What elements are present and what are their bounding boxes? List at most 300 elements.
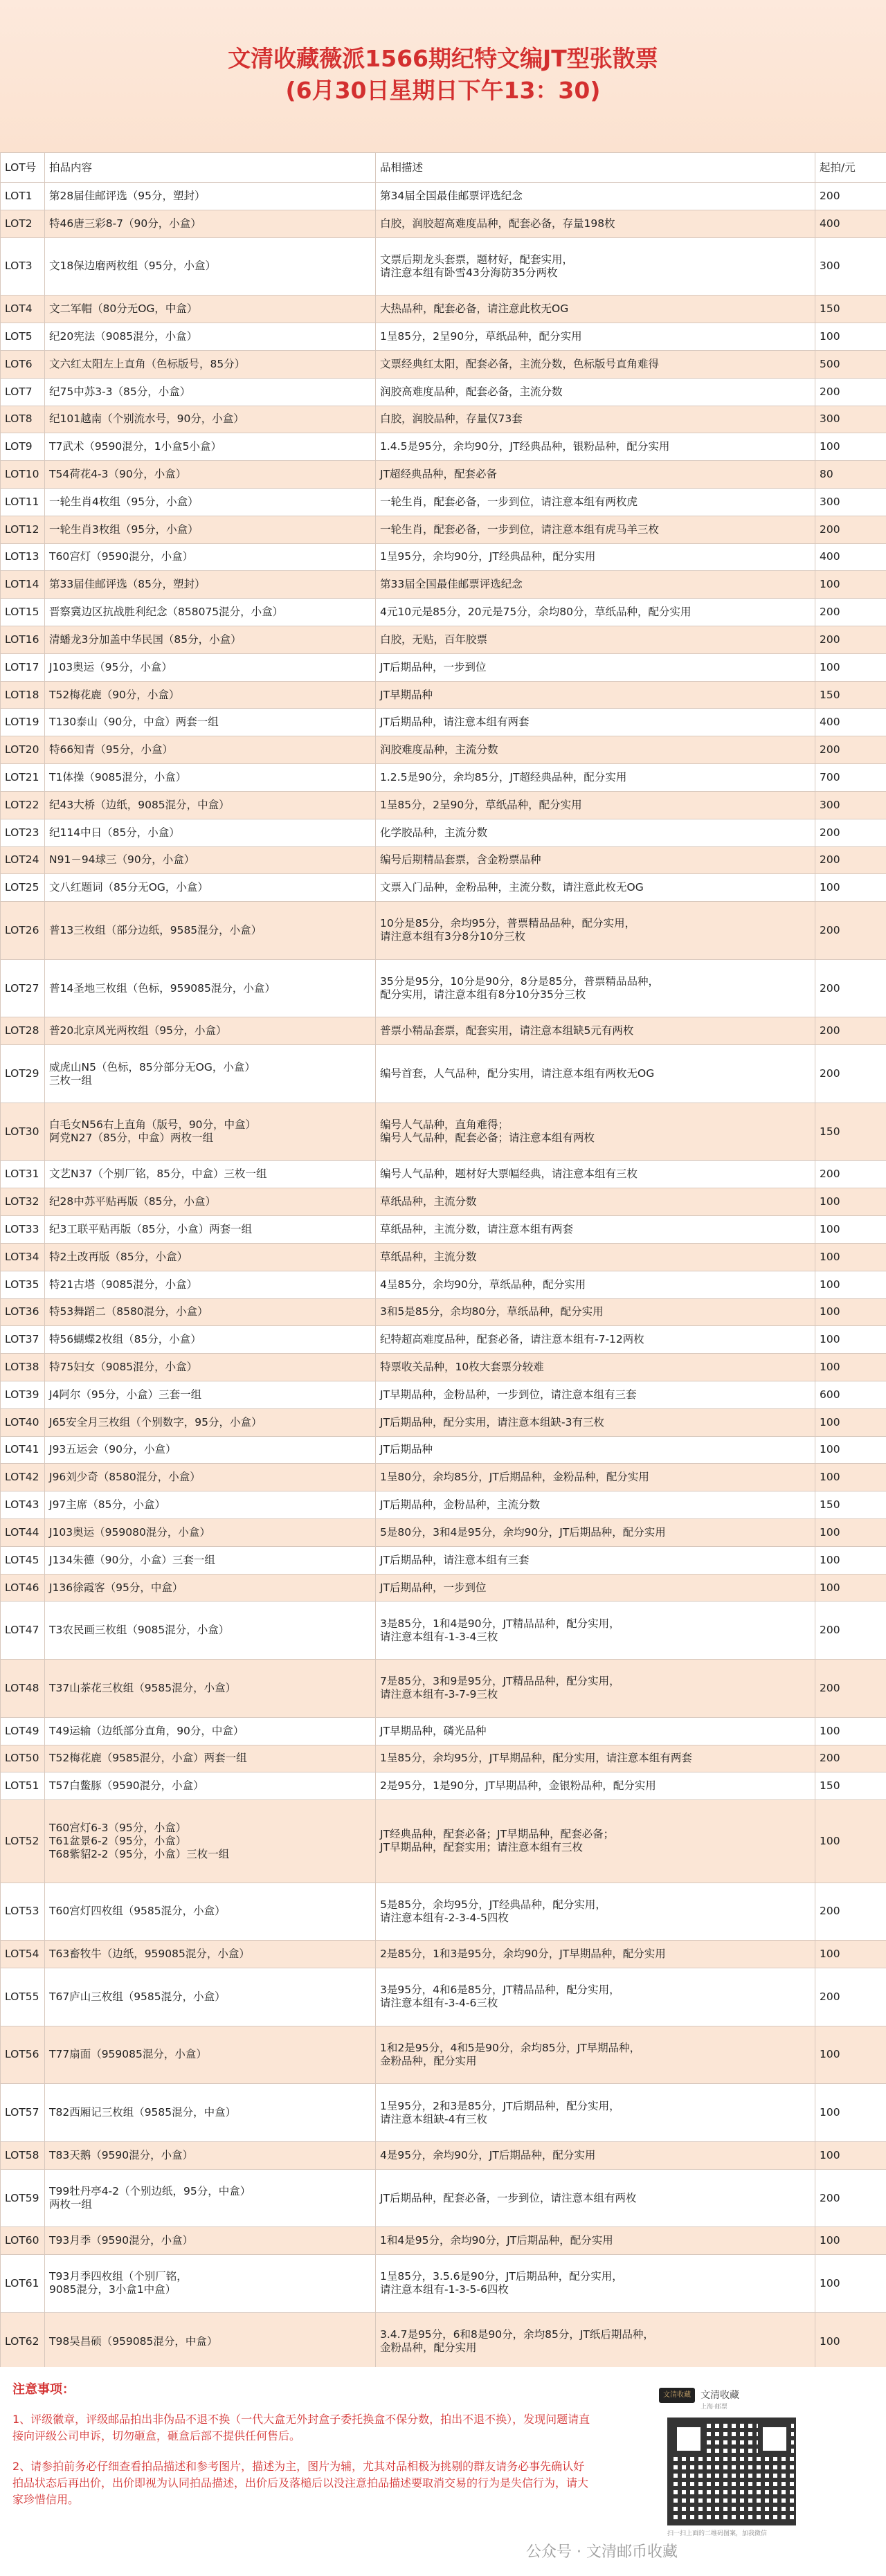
lot-description-line: 润胶难度品种，主流分数 [380, 743, 498, 756]
lot-description-line: 3是85分，1和4是90分，JT精品品种，配分实用， [380, 1617, 620, 1630]
table-row [1, 2227, 886, 2255]
lot-description [376, 1745, 815, 1772]
lot-content [45, 736, 376, 764]
lot-description [376, 543, 815, 571]
lot-content-line: 文18保边磨两枚组（95分，小盒） [49, 260, 216, 273]
lot-description-line: JT超经典品种，配套必备 [380, 468, 498, 481]
table-row [1, 1381, 886, 1408]
lot-content [45, 183, 376, 210]
lot-description-line: 普票小精品套票，配套实用，请注意本组缺5元有两枚 [380, 1024, 634, 1037]
lot-description [376, 488, 815, 516]
starting-price: 150 [815, 296, 886, 323]
col-header-content: 拍品内容 [45, 153, 376, 183]
lot-content [45, 543, 376, 571]
lot-description [376, 1017, 815, 1045]
lot-description [376, 764, 815, 792]
starting-price: 100 [815, 2227, 886, 2255]
table-row [1, 846, 886, 874]
lot-number: LOT15 [1, 599, 45, 626]
lot-content-line: J96刘少奇（8580混分，小盒） [49, 1471, 201, 1484]
lot-description-line: 1呈80分，余均85分，JT后期品种，金粉品种，配分实用 [380, 1471, 649, 1484]
lot-content [45, 1216, 376, 1244]
lot-number: LOT17 [1, 653, 45, 681]
lot-description-line: 5是85分，余均95分，JT经典品种，配分实用， [380, 1898, 606, 1911]
lot-description-line: 白胶，无贴，百年胶票 [380, 633, 488, 646]
table-row [1, 2141, 886, 2169]
lot-number: LOT36 [1, 1298, 45, 1326]
lot-content [45, 323, 376, 351]
starting-price: 200 [815, 516, 886, 543]
starting-price: 200 [815, 1017, 886, 1045]
lot-content [45, 709, 376, 736]
table-row [1, 1354, 886, 1381]
lot-description [376, 1381, 815, 1408]
lot-description-line: 编号后期精品套票，含金粉票品种 [380, 853, 541, 867]
lot-description [376, 653, 815, 681]
lot-number: LOT46 [1, 1574, 45, 1602]
starting-price: 200 [815, 599, 886, 626]
lot-description-line: JT后期品种，请注意本组有三套 [380, 1553, 530, 1566]
lot-description-line: JT早期品种 [380, 688, 433, 701]
lot-content-line: T99牡丹亭4-2（个别边纸，95分，中盒） [49, 2185, 251, 2198]
lot-description [376, 2255, 815, 2313]
lot-number: LOT21 [1, 764, 45, 792]
lot-content-line: T7武术（9590混分，1小盒5小盒） [49, 440, 222, 453]
lot-description-line: 配分实用，请注意本组有8分10分35分三枚 [380, 988, 586, 1001]
lot-description-line: JT后期品种，一步到位 [380, 1581, 487, 1594]
starting-price: 80 [815, 461, 886, 489]
lot-content [45, 378, 376, 406]
lot-description-line: 5是80分，3和4是95分，余均90分，JT后期品种，配分实用 [380, 1525, 666, 1539]
lot-description-line: 白胶，润胶品种，存量仅73套 [380, 412, 523, 426]
table-row [1, 1017, 886, 1045]
lot-number: LOT41 [1, 1436, 45, 1464]
starting-price: 100 [815, 433, 886, 461]
lot-description-line: JT后期品种，金粉品种，主流分数 [380, 1498, 541, 1512]
lot-number: LOT19 [1, 709, 45, 736]
lot-number: LOT29 [1, 1045, 45, 1103]
lot-content-line: 文八红题词（85分无OG，小盒） [49, 881, 208, 894]
lot-description [376, 183, 815, 210]
lot-content [45, 210, 376, 237]
lot-number: LOT61 [1, 2255, 45, 2313]
table-row [1, 653, 886, 681]
lot-content [45, 1491, 376, 1519]
lot-description [376, 1161, 815, 1188]
lot-content-line: 纪75中苏3-3（85分，小盒） [49, 385, 191, 398]
starting-price: 150 [815, 1491, 886, 1519]
table-row [1, 2312, 886, 2370]
lot-content-line: J93五运会（90分，小盒） [49, 1443, 177, 1456]
lot-number: LOT11 [1, 488, 45, 516]
lot-content [45, 571, 376, 599]
table-row [1, 709, 886, 736]
lot-description-line: 金粉品种，配分实用 [380, 2341, 477, 2355]
col-header-lot: LOT号 [1, 153, 45, 183]
lot-number: LOT16 [1, 626, 45, 654]
lot-content [45, 1408, 376, 1436]
starting-price: 500 [815, 350, 886, 378]
lot-number: LOT39 [1, 1381, 45, 1408]
starting-price: 100 [815, 1519, 886, 1547]
lot-description-line: 4是95分，余均90分，JT后期品种，配分实用 [380, 2148, 596, 2161]
lot-content [45, 626, 376, 654]
shop-subtitle: 上海·邮票 [700, 2404, 727, 2411]
lot-number: LOT23 [1, 819, 45, 846]
lot-description-line: 1.4.5是95分，余均90分，JT经典品种，银粉品种，配分实用 [380, 440, 670, 453]
lot-number: LOT53 [1, 1883, 45, 1941]
lot-number: LOT14 [1, 571, 45, 599]
lot-description-line: 编号人气品种，配套必备；请注意本组有两枚 [380, 1132, 595, 1145]
lot-description [376, 736, 815, 764]
lot-content [45, 1298, 376, 1326]
lot-description [376, 1968, 815, 2026]
starting-price: 200 [815, 819, 886, 846]
starting-price: 200 [815, 1660, 886, 1718]
lot-number: LOT48 [1, 1660, 45, 1718]
starting-price: 100 [815, 2312, 886, 2370]
lot-description [376, 1408, 815, 1436]
lot-description [376, 350, 815, 378]
lot-content [45, 902, 376, 960]
lot-content [45, 959, 376, 1017]
lot-content [45, 350, 376, 378]
lot-description-line: 文票经典红太阳，配套必备，主流分数，色标版号直角难得 [380, 357, 660, 370]
lot-number: LOT24 [1, 846, 45, 874]
table-row [1, 461, 886, 489]
table-row [1, 1436, 886, 1464]
starting-price: 100 [815, 1717, 886, 1745]
table-row [1, 2255, 886, 2313]
lot-content-line: J136徐霞客（95分，中盒） [49, 1581, 183, 1594]
lot-content-line: 普20北京风光两枚组（95分，小盒） [49, 1024, 227, 1037]
lot-description [376, 819, 815, 846]
lot-content-line: T93月季（9590混分，小盒） [49, 2234, 194, 2247]
lot-number: LOT26 [1, 902, 45, 960]
lot-content-line: 三枚一组 [49, 1073, 93, 1087]
lot-description [376, 2227, 815, 2255]
lot-content [45, 406, 376, 433]
starting-price: 150 [815, 1103, 886, 1161]
lot-number: LOT1 [1, 183, 45, 210]
lot-description-line: JT后期品种，配套必备，一步到位，请注意本组有两枚 [380, 2191, 637, 2204]
lot-description-line: JT早期品种，配套实用；请注意本组有三枚 [380, 1841, 584, 1854]
lot-content-line: 特56蝴蝶2枚组（85分，小盒） [49, 1333, 201, 1346]
lot-content [45, 516, 376, 543]
starting-price: 300 [815, 791, 886, 819]
lot-content-line: J97主席（85分，小盒） [49, 1498, 166, 1512]
lot-number: LOT22 [1, 791, 45, 819]
starting-price: 300 [815, 406, 886, 433]
table-row [1, 1602, 886, 1660]
starting-price: 400 [815, 210, 886, 237]
table-row [1, 764, 886, 792]
lot-number: LOT31 [1, 1161, 45, 1188]
starting-price: 200 [815, 1745, 886, 1772]
lot-description [376, 709, 815, 736]
lot-description [376, 1660, 815, 1718]
lot-description-line: 草纸品种，主流分数 [380, 1250, 477, 1263]
lot-content [45, 1326, 376, 1354]
starting-price: 200 [815, 1602, 886, 1660]
qr-card [659, 2388, 818, 2537]
lot-content-line: 白毛女N56右上直角（版号，90分，中盒） [49, 1118, 257, 1132]
lot-number: LOT51 [1, 1772, 45, 1800]
starting-price: 100 [815, 1408, 886, 1436]
table-row [1, 1045, 886, 1103]
lot-content [45, 1546, 376, 1574]
table-row [1, 874, 886, 902]
lot-number: LOT40 [1, 1408, 45, 1436]
qr-code-icon[interactable] [667, 2418, 796, 2525]
table-row [1, 1103, 886, 1161]
lot-number: LOT42 [1, 1464, 45, 1491]
lot-content-line: J65安全月三枚组（个别数字，95分，小盒） [49, 1415, 262, 1428]
starting-price: 100 [815, 1271, 886, 1298]
lot-description-line: 2是95分，1是90分，JT早期品种，金银粉品种，配分实用 [380, 1779, 656, 1793]
lot-description [376, 874, 815, 902]
lot-description-line: 4呈85分，余均90分，草纸品种，配分实用 [380, 1278, 586, 1291]
lot-number: LOT27 [1, 959, 45, 1017]
lot-content-line: 两枚一组 [49, 2198, 93, 2211]
notes-section [0, 2367, 886, 2576]
lot-content-line: 清蟠龙3分加盖中华民国（85分，小盒） [49, 633, 242, 646]
lot-content-line: T68紫貂2-2（95分，小盒）三枚一组 [49, 1847, 230, 1860]
wechat-watermark: 公众号 · 文清邮币收藏 [521, 2539, 683, 2563]
lot-description-line: 第34届全国最佳邮票评选纪念 [380, 189, 523, 202]
lot-description-line: 3是95分，4和6是85分，JT精品品种，配分实用， [380, 1984, 620, 1997]
lot-description [376, 2141, 815, 2169]
lot-content-line: 纪3工联平贴再版（85分，小盒）两套一组 [49, 1222, 253, 1235]
lot-content [45, 1883, 376, 1941]
lot-description-line: 大热品种，配套必备，请注意此枚无OG [380, 302, 569, 316]
lot-content [45, 1271, 376, 1298]
lot-content-line: T54荷花4-3（90分，小盒） [49, 468, 187, 481]
lot-description [376, 1271, 815, 1298]
lot-content-line: 特75妇女（9085混分，小盒） [49, 1361, 198, 1374]
lot-content-line: T83天鹅（9590混分，小盒） [49, 2148, 194, 2161]
lot-content [45, 1519, 376, 1547]
lot-number: LOT28 [1, 1017, 45, 1045]
lot-number: LOT56 [1, 2026, 45, 2084]
table-row [1, 406, 886, 433]
lot-content-line: 特53舞蹈二（8580混分，小盒） [49, 1305, 208, 1318]
lot-number: LOT52 [1, 1800, 45, 1883]
starting-price: 100 [815, 1326, 886, 1354]
starting-price: 100 [815, 1546, 886, 1574]
table-row [1, 2026, 886, 2084]
lot-content [45, 1017, 376, 1045]
lot-content [45, 1188, 376, 1216]
lot-content-line: 特66知青（95分，小盒） [49, 743, 173, 756]
starting-price: 100 [815, 2141, 886, 2169]
lot-content [45, 1243, 376, 1271]
lot-content [45, 1161, 376, 1188]
lot-content-line: 文二军帽（80分无OG，中盒） [49, 302, 198, 316]
lot-description [376, 516, 815, 543]
starting-price: 100 [815, 1574, 886, 1602]
lot-content-line: 文艺N37（个别厂铭，85分，中盒）三枚一组 [49, 1168, 267, 1181]
page-title-line1: 文清收藏薇派1566期纪特文编JT型张散票 [228, 45, 658, 72]
lot-content-line: 一轮生肖4枚组（95分，小盒） [49, 495, 199, 508]
lot-number: LOT43 [1, 1491, 45, 1519]
lot-number: LOT44 [1, 1519, 45, 1547]
table-row [1, 1968, 886, 2026]
starting-price: 700 [815, 764, 886, 792]
lot-number: LOT57 [1, 2084, 45, 2142]
starting-price: 200 [815, 183, 886, 210]
starting-price: 100 [815, 1188, 886, 1216]
lot-content-line: J134朱德（90分，小盒）三套一组 [49, 1553, 215, 1566]
table-row [1, 2084, 886, 2142]
table-row [1, 2169, 886, 2227]
starting-price: 300 [815, 488, 886, 516]
starting-price: 200 [815, 902, 886, 960]
table-row [1, 1408, 886, 1436]
starting-price: 200 [815, 378, 886, 406]
lot-description [376, 323, 815, 351]
lot-content-line: T1体操（9085混分，小盒） [49, 770, 187, 783]
lot-content-line: T60宫灯（9590混分，小盒） [49, 550, 194, 563]
table-row [1, 1717, 886, 1745]
lot-description [376, 626, 815, 654]
lot-description [376, 1354, 815, 1381]
lot-description [376, 571, 815, 599]
lot-number: LOT7 [1, 378, 45, 406]
table-row [1, 902, 886, 960]
lot-description-line: 请注意本组有卧雪43分海防35分两枚 [380, 266, 558, 279]
lot-content-line: 纪114中日（85分，小盒） [49, 826, 180, 839]
lot-number: LOT33 [1, 1216, 45, 1244]
lot-description-line: 编号人气品种，题材好大票幅经典，请注意本组有三枚 [380, 1168, 638, 1181]
lot-description [376, 237, 815, 296]
lot-description-line: 请注意本组有-3-7-9三枚 [380, 1688, 498, 1701]
table-row [1, 1574, 886, 1602]
lot-description-line: JT早期品种，磷光品种 [380, 1724, 487, 1737]
lot-number: LOT18 [1, 681, 45, 709]
lot-description-line: JT后期品种，一步到位 [380, 660, 487, 673]
lot-content [45, 819, 376, 846]
lot-content-line: J103奥运（95分，小盒） [49, 660, 172, 673]
lot-content-line: 晋察冀边区抗战胜利纪念（858075混分，小盒） [49, 606, 284, 619]
lot-content [45, 791, 376, 819]
starting-price: 200 [815, 846, 886, 874]
lot-content-line: 第28届佳邮评选（95分，塑封） [49, 189, 206, 202]
lot-description [376, 2312, 815, 2370]
table-header-row [1, 153, 886, 183]
lot-number: LOT32 [1, 1188, 45, 1216]
lot-description-line: JT经典品种，配套必备；JT早期品种，配套必备； [380, 1828, 615, 1841]
table-row [1, 1745, 886, 1772]
lot-description [376, 210, 815, 237]
table-row [1, 543, 886, 571]
lot-number: LOT58 [1, 2141, 45, 2169]
lot-description-line: 1呈85分，2呈90分，草纸品种，配分实用 [380, 329, 582, 343]
starting-price: 600 [815, 1381, 886, 1408]
note-item-2: 2、请参拍前务必仔细查看拍品描述和参考图片，描述为主，图片为辅，尤其对品相极为挑剔的群友请务必事先确认好拍品状态后再出价，出价即视为认同拍品描述，出价后及落槌后以没注意拍品描述要取消交易的行为是失信行为，请大家珍惜信用。 [12, 2460, 589, 2506]
lot-content [45, 488, 376, 516]
table-row [1, 1326, 886, 1354]
lot-description-line: JT后期品种，请注意本组有两套 [380, 716, 530, 729]
table-row [1, 296, 886, 323]
lot-content-line: N91－94球三（90分，小盒） [49, 853, 195, 867]
lot-description-line: 一轮生肖，配套必备，一步到位，请注意本组有两枚虎 [380, 495, 638, 508]
lot-description-line: 1和4是95分，余均90分，JT后期品种，配分实用 [380, 2234, 613, 2247]
lot-description [376, 2169, 815, 2227]
lot-description-line: 白胶，润胶超高难度品种，配套必备，存量198枚 [380, 217, 615, 230]
lot-content [45, 2026, 376, 2084]
lot-description-line: 草纸品种，主流分数 [380, 1195, 477, 1208]
starting-price: 100 [815, 323, 886, 351]
lot-number: LOT45 [1, 1546, 45, 1574]
lot-content [45, 1464, 376, 1491]
lot-content [45, 599, 376, 626]
lot-number: LOT2 [1, 210, 45, 237]
lot-content-line: T52梅花鹿（9585混分，小盒）两套一组 [49, 1752, 247, 1765]
lot-content-line: T82西厢记三枚组（9585混分，中盒） [49, 2106, 237, 2119]
table-row [1, 516, 886, 543]
table-row [1, 571, 886, 599]
lot-description [376, 296, 815, 323]
lot-description-line: 特票收关品种，10枚大套票分较难 [380, 1361, 544, 1374]
table-row [1, 1883, 886, 1941]
lot-description [376, 1800, 815, 1883]
lot-description-line: 10分是85分，余均95分，普票精品品种，配分实用， [380, 917, 636, 930]
lot-content [45, 1103, 376, 1161]
lot-content [45, 433, 376, 461]
lot-content-line: T98吴昌硕（959085混分，中盒） [49, 2334, 218, 2348]
starting-price: 100 [815, 1941, 886, 1968]
table-row [1, 1243, 886, 1271]
lot-content-line: 纪28中苏平贴再版（85分，小盒） [49, 1195, 216, 1208]
lot-content-line: T93月季四枚组（个别厂铭， [49, 2270, 188, 2283]
lot-content-line: 第33届佳邮评选（85分，塑封） [49, 578, 206, 591]
starting-price: 100 [815, 1436, 886, 1464]
lot-content-line: T61盆景6-2（95分，小盒） [49, 1834, 187, 1847]
lot-number: LOT5 [1, 323, 45, 351]
lot-content-line: 普14圣地三枚组（色标，959085混分，小盒） [49, 981, 275, 995]
table-row [1, 1216, 886, 1244]
lot-description-line: 1呈85分，3.5.6是90分，JT后期品种，配分实用， [380, 2270, 623, 2283]
lot-table-body [1, 183, 886, 2370]
lot-content-line: T67庐山三枚组（9585混分，小盒） [49, 1990, 226, 2003]
lot-content [45, 1381, 376, 1408]
lot-content-line: T77扇面（959085混分，小盒） [49, 2048, 207, 2061]
lot-content [45, 1602, 376, 1660]
lot-description [376, 1491, 815, 1519]
lot-description-line: 请注意本组有-1-3-4三枚 [380, 1630, 498, 1643]
lot-description-line: 草纸品种，主流分数，请注意本组有两套 [380, 1222, 574, 1235]
starting-price: 100 [815, 1216, 886, 1244]
lot-content-line: 一轮生肖3枚组（95分，小盒） [49, 523, 199, 536]
starting-price: 200 [815, 626, 886, 654]
table-row [1, 378, 886, 406]
lot-content-line: 纪101越南（个别流水号，90分，小盒） [49, 412, 244, 426]
lot-description-line: 文票后期龙头套票，题材好，配套实用， [380, 253, 574, 266]
lot-description [376, 902, 815, 960]
lot-description-line: 1呈85分，2呈90分，草纸品种，配分实用 [380, 798, 582, 811]
lot-description [376, 1216, 815, 1244]
starting-price: 400 [815, 709, 886, 736]
lot-description-line: 纪特超高难度品种，配套必备，请注意本组有-7-12两枚 [380, 1333, 644, 1346]
lot-description-line: 请注意本组有3分8分10分三枚 [380, 930, 525, 943]
table-row [1, 1161, 886, 1188]
lot-description [376, 1326, 815, 1354]
lot-number: LOT49 [1, 1717, 45, 1745]
starting-price: 100 [815, 1464, 886, 1491]
starting-price: 200 [815, 1045, 886, 1103]
lot-number: LOT3 [1, 237, 45, 296]
